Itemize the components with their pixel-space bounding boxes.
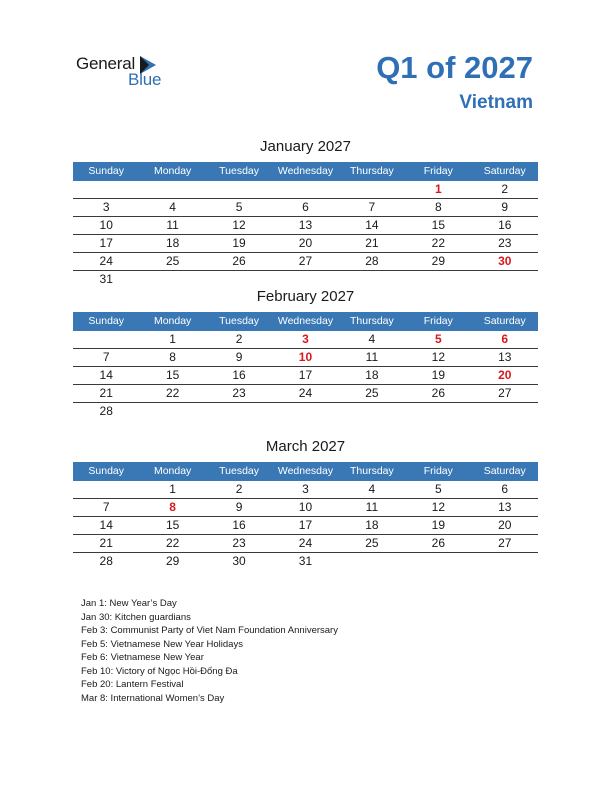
day-cell: 14: [365, 218, 379, 232]
day-cell: 24: [298, 536, 313, 550]
day-cell: 2: [235, 332, 243, 346]
day-cell: [139, 181, 205, 198]
week-row: [73, 367, 538, 385]
day-cell: 2: [235, 482, 243, 496]
day-cell: 28: [99, 554, 113, 568]
day-cell: [472, 403, 538, 420]
day-cell: 15: [431, 218, 445, 232]
day-cell: 4: [368, 332, 376, 346]
month-title: March 2027: [265, 438, 346, 455]
day-cell: 4: [368, 482, 376, 496]
day-cell: 1: [434, 182, 442, 196]
day-cell: [73, 331, 139, 348]
day-cell: 5: [434, 482, 442, 496]
day-cell: 12: [232, 218, 246, 232]
month-january: [73, 137, 538, 288]
day-cell: [472, 553, 538, 570]
day-cell: 8: [169, 500, 176, 514]
week-row: [73, 217, 538, 235]
day-cell: 11: [365, 500, 379, 514]
day-cell: 3: [302, 482, 309, 496]
day-cell: [139, 403, 205, 420]
day-cell: 3: [102, 200, 110, 214]
week-row: [73, 271, 538, 288]
day-cell: 10: [99, 218, 113, 232]
weekday-label: Monday: [153, 465, 192, 477]
day-cell: 24: [99, 254, 113, 268]
weekday-label: Saturday: [483, 165, 526, 177]
day-cell: 12: [431, 500, 445, 514]
day-cell: 5: [235, 200, 243, 214]
day-cell: 10: [298, 350, 313, 364]
day-cell: 6: [501, 482, 509, 496]
day-cell: 2: [501, 182, 509, 196]
day-cell: 26: [431, 386, 445, 400]
week-row: [73, 499, 538, 517]
day-cell: 13: [498, 500, 512, 514]
weekday-header: [73, 162, 538, 181]
day-cell: 13: [298, 218, 313, 232]
weekday-label: Friday: [423, 315, 453, 327]
day-cell: 18: [165, 236, 180, 250]
holiday-note: Jan 1: New Year’s Day: [81, 598, 177, 609]
month-title: February 2027: [256, 288, 355, 305]
day-cell: 15: [165, 368, 180, 382]
day-cell: 23: [498, 236, 512, 250]
day-cell: 23: [232, 536, 246, 550]
week-row: [73, 535, 538, 553]
day-cell: [339, 553, 405, 570]
day-cell: 31: [298, 554, 313, 568]
day-cell: 18: [365, 518, 379, 532]
day-cell: 7: [368, 200, 376, 214]
day-cell: 19: [431, 368, 445, 382]
day-cell: 28: [365, 254, 379, 268]
day-cell: 21: [365, 236, 379, 250]
holiday-note: Feb 20: Lantern Festival: [81, 679, 184, 690]
day-cell: 9: [235, 500, 243, 514]
day-cell: 8: [169, 350, 176, 364]
day-cell: 13: [498, 350, 512, 364]
day-cell: 25: [365, 536, 379, 550]
day-cell: 22: [165, 536, 180, 550]
weekday-label: Thursday: [350, 315, 394, 327]
day-cell: [405, 553, 471, 570]
weekday-header: [73, 462, 538, 481]
logo-general-text: General: [76, 54, 136, 73]
weekday-label: Tuesday: [219, 165, 259, 177]
day-cell: 17: [298, 518, 313, 532]
day-cell: 1: [169, 332, 176, 346]
day-cell: 10: [298, 500, 313, 514]
day-cell: 25: [165, 254, 180, 268]
day-cell: [73, 181, 139, 198]
day-cell: 27: [298, 254, 313, 268]
day-cell: 22: [431, 236, 445, 250]
week-row: [73, 253, 538, 271]
day-cell: 1: [169, 482, 176, 496]
day-cell: 14: [99, 518, 113, 532]
week-row: [73, 517, 538, 535]
day-cell: 20: [298, 236, 313, 250]
holiday-note: Feb 10: Victory of Ngọc Hồi-Đống Đa: [81, 665, 238, 677]
day-cell: [339, 403, 405, 420]
weekday-label: Saturday: [483, 315, 526, 327]
holiday-note: Feb 6: Vietnamese New Year: [81, 652, 204, 663]
day-cell: [472, 271, 538, 288]
day-cell: 27: [498, 386, 512, 400]
day-cell: 21: [99, 536, 113, 550]
day-cell: 20: [498, 368, 512, 382]
day-cell: 27: [498, 536, 512, 550]
day-cell: [339, 271, 405, 288]
week-row: [73, 481, 538, 499]
weekday-label: Wednesday: [277, 165, 334, 177]
week-row: [73, 235, 538, 253]
day-cell: 5: [434, 332, 442, 346]
weekday-label: Sunday: [88, 465, 125, 477]
weekday-label: Saturday: [483, 465, 526, 477]
week-row: [73, 385, 538, 403]
weekday-label: Thursday: [350, 465, 394, 477]
day-cell: [405, 271, 471, 288]
day-cell: 3: [302, 332, 309, 346]
weekday-label: Tuesday: [219, 315, 259, 327]
day-cell: 28: [99, 404, 113, 418]
day-cell: 11: [166, 218, 179, 232]
week-row: [73, 181, 538, 199]
day-cell: 18: [365, 368, 379, 382]
day-cell: [272, 181, 338, 198]
weekday-header: [73, 312, 538, 331]
day-cell: 29: [431, 254, 445, 268]
week-row: [73, 403, 538, 420]
weekday-label: Wednesday: [277, 315, 334, 327]
day-cell: 25: [365, 386, 379, 400]
day-cell: 17: [99, 236, 113, 250]
weekday-label: Sunday: [88, 315, 125, 327]
day-cell: 7: [102, 500, 110, 514]
weekday-label: Friday: [423, 465, 453, 477]
day-cell: 11: [365, 350, 379, 364]
week-row: [73, 199, 538, 217]
day-cell: 8: [434, 200, 442, 214]
day-cell: 19: [431, 518, 445, 532]
month-title: January 2027: [260, 138, 351, 155]
day-cell: 20: [498, 518, 512, 532]
weekday-label: Thursday: [350, 165, 394, 177]
day-cell: 9: [501, 200, 509, 214]
day-cell: 30: [498, 254, 512, 268]
day-cell: 31: [99, 272, 113, 286]
day-cell: 7: [102, 350, 110, 364]
day-cell: 29: [165, 554, 180, 568]
holiday-note: Mar 8: International Women’s Day: [81, 692, 225, 704]
weekday-label: Monday: [153, 165, 192, 177]
day-cell: 16: [498, 218, 512, 232]
country-subtitle: Vietnam: [459, 92, 533, 113]
day-cell: [139, 271, 205, 288]
day-cell: [272, 403, 338, 420]
day-cell: 21: [99, 386, 113, 400]
week-row: [73, 553, 538, 570]
day-cell: 16: [232, 518, 246, 532]
day-cell: 22: [165, 386, 180, 400]
holiday-note: Feb 3: Communist Party of Viet Nam Foundation Anniversary: [81, 625, 338, 636]
day-cell: [206, 403, 272, 420]
month-march: [73, 437, 538, 570]
day-cell: 17: [298, 368, 313, 382]
weekday-label: Wednesday: [277, 465, 334, 477]
day-cell: 26: [431, 536, 445, 550]
day-cell: [339, 181, 405, 198]
day-cell: 24: [298, 386, 313, 400]
day-cell: [206, 271, 272, 288]
day-cell: 16: [232, 368, 246, 382]
holiday-note: Jan 30: Kitchen guardians: [81, 611, 191, 623]
day-cell: 19: [232, 236, 246, 250]
day-cell: 14: [99, 368, 113, 382]
day-cell: 23: [232, 386, 246, 400]
logo: [76, 52, 176, 92]
day-cell: 6: [302, 200, 309, 214]
weekday-label: Friday: [423, 165, 453, 177]
day-cell: 30: [232, 554, 246, 568]
weekday-label: Sunday: [88, 165, 125, 177]
week-row: [73, 349, 538, 367]
day-cell: 6: [501, 332, 509, 346]
day-cell: [405, 403, 471, 420]
day-cell: 9: [235, 350, 243, 364]
holiday-notes: [81, 597, 338, 705]
day-cell: 4: [169, 200, 176, 214]
day-cell: [73, 481, 139, 498]
day-cell: 15: [165, 518, 180, 532]
day-cell: 26: [232, 254, 246, 268]
weekday-label: Monday: [153, 315, 192, 327]
month-february: [73, 287, 538, 420]
day-cell: 12: [431, 350, 445, 364]
day-cell: [206, 181, 272, 198]
week-row: [73, 331, 538, 349]
logo-blue-text: Blue: [128, 70, 162, 89]
holiday-note: Feb 5: Vietnamese New Year Holidays: [81, 638, 243, 650]
weekday-label: Tuesday: [219, 465, 259, 477]
day-cell: [272, 271, 338, 288]
page-title: Q1 of 2027: [376, 50, 533, 85]
